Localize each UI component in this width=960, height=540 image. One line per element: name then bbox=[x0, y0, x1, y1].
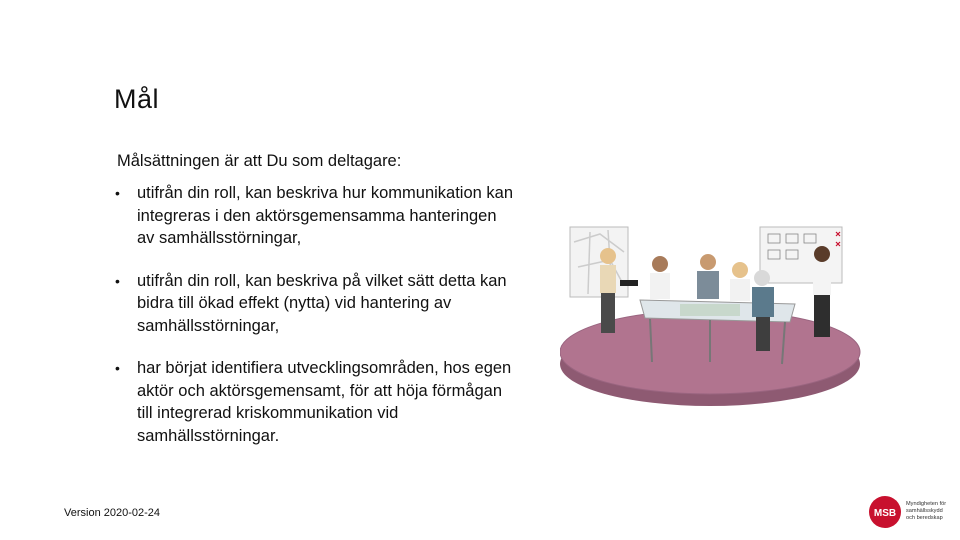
person-icon bbox=[650, 256, 670, 299]
version-label: Version 2020-02-24 bbox=[64, 507, 161, 519]
person-icon bbox=[730, 262, 750, 301]
bullet-icon: • bbox=[115, 185, 120, 201]
list-item-text: utifrån din roll, kan beskriva hur kommunikation kan integreras i den aktörsgemensamma hanteringen av samhällsstörningar, bbox=[137, 184, 514, 247]
list-item-text: utifrån din roll, kan beskriva på vilket sätt detta kan bidra till ökad effekt (nytta) vid hantering av samhällsstörningar, bbox=[137, 271, 507, 335]
logo-text bbox=[906, 501, 950, 522]
team-meeting-illustration bbox=[560, 212, 870, 412]
logo-mark: MSB bbox=[873, 508, 897, 519]
list-item bbox=[113, 357, 513, 447]
msb-logo bbox=[868, 495, 948, 531]
intro-text: Målsättningen är att Du som deltagare: bbox=[117, 152, 402, 170]
logo-text-line: Myndigheten för bbox=[906, 501, 947, 507]
slide-title: Mål bbox=[114, 84, 160, 114]
logo-text-line: och beredskap bbox=[906, 515, 943, 521]
bullet-icon: • bbox=[115, 360, 120, 376]
list-item-text: har börjat identifiera utvecklingsområden, hos egen aktör och aktörsgemensamt, för att höja förmågan till integrerad kriskommunikation vid samhällsstörningar. bbox=[137, 359, 512, 445]
map-board-icon bbox=[570, 227, 628, 297]
msb-logo-icon bbox=[868, 495, 902, 529]
bullet-icon: • bbox=[115, 272, 120, 289]
goal-list bbox=[113, 182, 513, 467]
list-item bbox=[113, 270, 513, 338]
logo-text-line: samhällsskydd bbox=[906, 508, 943, 514]
list-item bbox=[113, 182, 513, 250]
person-icon bbox=[697, 254, 719, 299]
